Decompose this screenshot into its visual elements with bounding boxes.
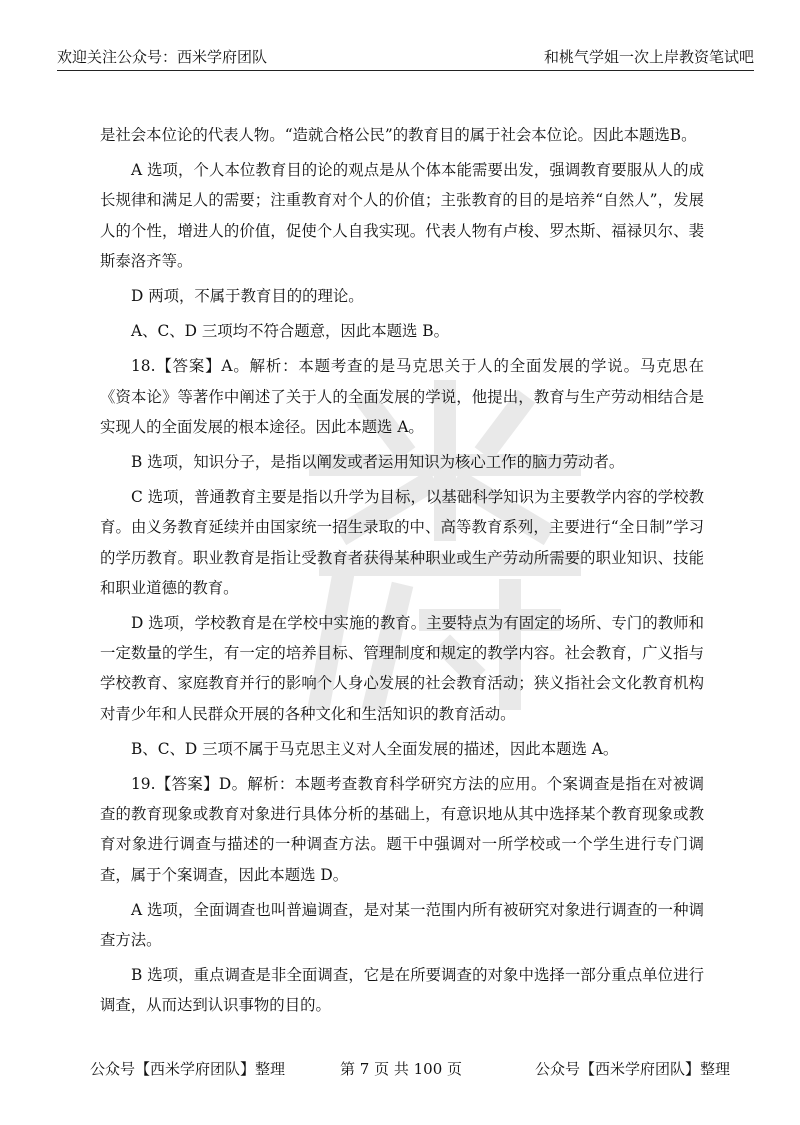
paragraph-2: A 选项，个人本位教育目的论的观点是从个体本能需要出发，强调教育要服从人的成长规律和满足人的需要；注重教育对个人的价值；主张教育的目的是培养“自然人”，发展人的个性，增进人的价值，促使个人自我实现。代表人物有卢梭、罗杰斯、福禄贝尔、裴斯泰洛齐等。: [100, 161, 704, 270]
page-footer: [90, 1058, 730, 1082]
document-body: [100, 120, 704, 1026]
footer-left-text: 公众号【西米学府团队】整理: [90, 1060, 286, 1078]
paragraph-7: C 选项，普通教育主要是指以升学为目标，以基础科学知识为主要教学内容的学校教育。由义务教育延续并由国家统一招生录取的中、高等教育系列，主要进行“全日制”学习的学历教育。职业教育是指让受教育者获得某种职业或生产劳动所需要的职业知识、技能和职业道德的教育。: [100, 488, 704, 597]
paragraph-4: A、C、D 三项均不符合题意，因此本题选 B。: [131, 322, 449, 341]
paragraph-3: D 两项，不属于教育目的的理论。: [131, 287, 364, 306]
paragraph-9: B、C、D 三项不属于马克思主义对人全面发展的描述，因此本题选 A。: [131, 739, 619, 758]
paragraph-10: 19.【答案】D。解析：本题考查教育科学研究方法的应用。个案调查是指在对被调查的教育现象或教育对象进行具体分析的基础上，有意识地从其中选择某个教育现象或教育对象进行调查与描述的一种调查方法。题干中强调对一所学校或一个学生进行专门调查，属于个案调查，因此本题选 D。: [100, 775, 704, 884]
header-left-text: 欢迎关注公众号：西米学府团队: [57, 48, 268, 66]
paragraph-1: 是社会本位论的代表人物。“造就合格公民”的教育目的属于社会本位论。因此本题选B。: [100, 126, 697, 144]
header-right-text: 和桃气学姐一次上岸教资笔试吧: [543, 48, 754, 66]
footer-right-text: 公众号【西米学府团队】整理: [534, 1060, 730, 1078]
paragraph-6: B 选项，知识分子，是指以阐发或者运用知识为核心工作的脑力劳动者。: [131, 453, 625, 472]
page-header: [57, 40, 754, 71]
paragraph-8: D 选项，学校教育是在学校中实施的教育。主要特点为有固定的场所、专门的教师和一定数量的学生，有一定的培养目标、管理制度和规定的教学内容。社会教育，广义指与学校教育、家庭教育并行的影响个人身心发展的社会教育活动；狭义指社会文化教育机构对青少年和人民群众开展的各种文化和生活知识的教育活动。: [100, 614, 704, 723]
page-number: 第 7 页 共 100 页: [340, 1060, 463, 1078]
paragraph-12: B 选项，重点调查是非全面调查，它是在所要调查的对象中选择一部分重点单位进行调查，从而达到认识事物的目的。: [100, 966, 704, 1015]
paragraph-5: 18.【答案】A。解析：本题考查的是马克思关于人的全面发展的学说。马克思在《资本论》等著作中阐述了关于人的全面发展的学说，他提出，教育与生产劳动相结合是实现人的全面发展的根本途径。因此本题选 A。: [100, 357, 704, 436]
paragraph-11: A 选项，全面调查也叫普遍调查，是对某一范围内所有被研究对象进行调查的一种调查方法。: [100, 900, 704, 950]
